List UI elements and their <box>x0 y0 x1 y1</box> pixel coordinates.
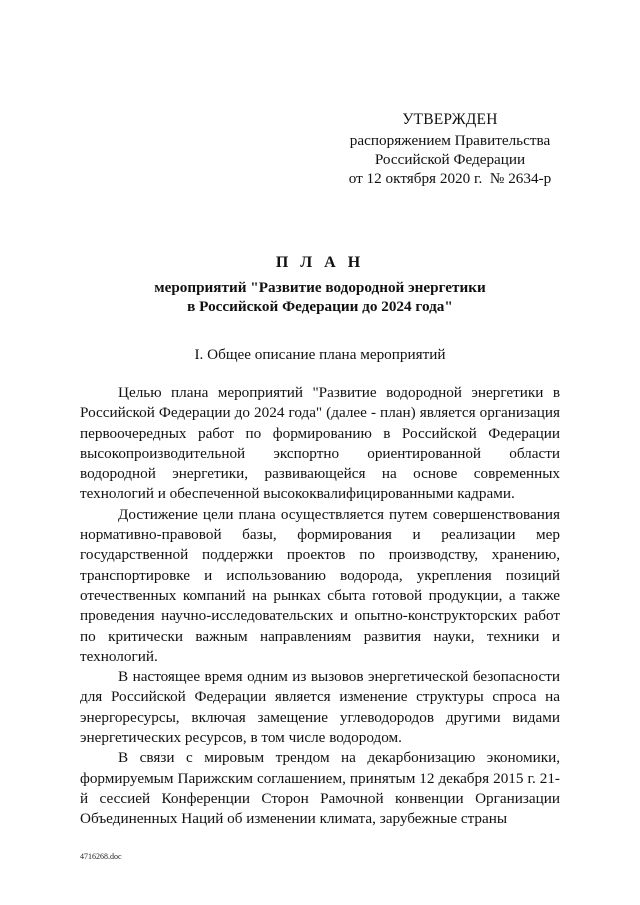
paragraph: Целью плана мероприятий "Развитие водородной энергетики в Российской Федерации до 2024 года" (далее - план) является организация первоочередных работ по формированию в Российской Федерации высокопроизводительной экспортно ориентированной области водородной энергетики, развивающейся на основе современных технологий и обеспеченной высококвалифицированными кадрами. <box>80 384 560 503</box>
section-heading: I. Общее описание плана мероприятий <box>194 346 446 363</box>
approval-line: Российской Федерации <box>374 151 526 168</box>
paragraph: Достижение цели плана осуществляется путем совершенствования нормативно-правовой базы, формирования и реализации мер государственной поддержки проектов по производству, хранению, транспортировке и использованию водорода, укрепления позиций отечественных компаний на рынках сбыта готовой продукции, а также проведения научно-исследовательских и опытно-конструкторских работ по критически важным направлениям развития науки, техники и технологий. <box>80 505 560 665</box>
approval-line: распоряжением Правительства <box>349 132 551 149</box>
body-text <box>80 383 560 830</box>
subtitle-line: мероприятий "Развитие водородной энергетики <box>154 279 486 296</box>
document-file-code: 4716268.doc <box>80 852 122 861</box>
paragraph: В связи с мировым трендом на декарбонизацию экономики, формируемым Парижским соглашением, принятым 12 декабря 2015 г. 21-й сессией Конференции Сторон Рамочной конвенции Организации Объединенных Наций об изменении климата, зарубежные страны <box>80 749 560 828</box>
document-subtitle <box>120 278 520 316</box>
approval-stamp <box>330 110 570 188</box>
paragraph: В настоящее время одним из вызовов энергетической безопасности для Российской Федерации является изменение структуры спроса на энергоресурсы, включая замещение углеводородов другими видами энергетических ресурсов, в том числе водородом. <box>80 668 560 747</box>
approval-date-number: от 12 октября 2020 г. № 2634-р <box>348 170 552 187</box>
subtitle-line: в Российской Федерации до 2024 года" <box>187 298 453 315</box>
document-title: П Л А Н <box>275 254 365 271</box>
approval-title: УТВЕРЖДЕН <box>402 111 498 128</box>
